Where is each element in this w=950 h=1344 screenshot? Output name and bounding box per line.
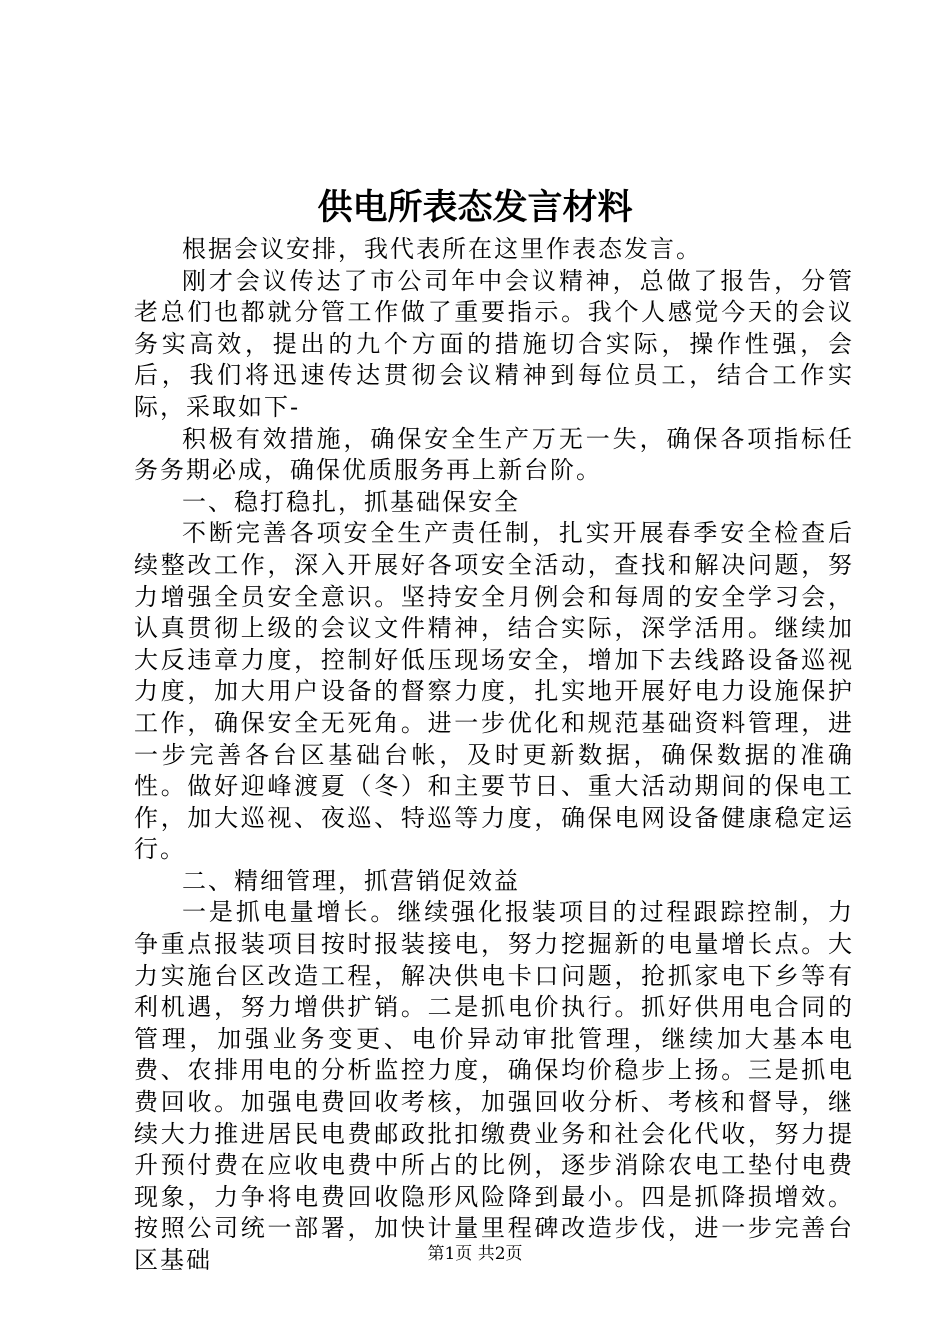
paragraph-marketing: 一是抓电量增长。继续强化报装项目的过程跟踪控制，力争重点报装项目按时报装接电，努力挖掘新的电量增长点。大力实施台区改造工程，解决供电卡口问题，抢抓家电下乡等有利机遇，努力增供扩销。二是抓电价执行。抓好供用电合同的管理，加强业务变更、电价异动审批管理，继续加大基本电费、农排用电的分析监控力度，确保均价稳步上扬。三是抓电费回收。加强电费回收考核，加强回收分析、考核和督导，继续大力推进居民电费邮政批扣缴费业务和社会化代收，努力提升预付费在应收电费中所占的比例，逐步消除农电工垫付电费现象，力争将电费回收隐形风险降到最小。四是抓降损增效。按照公司统一部署，加快计量里程碑改造步伐，进一步完善台区基础	[134, 898, 854, 1274]
document-title: 供电所表态发言材料	[317, 187, 633, 228]
section-heading-safety: 一、稳打稳扎，抓基础保安全	[182, 487, 520, 516]
page-footer: 第1页 共2页	[427, 1244, 523, 1264]
section-heading-marketing: 二、精细管理，抓营销促效益	[182, 866, 520, 895]
paragraph-intro: 根据会议安排，我代表所在这里作表态发言。	[182, 235, 702, 263]
document-body	[134, 234, 854, 1277]
paragraph-safety: 不断完善各项安全生产责任制，扎实开展春季安全检查后续整改工作，深入开展好各项安全活动，查找和解决问题，努力增强全员安全意识。坚持安全月例会和每周的安全学习会，认真贯彻上级的会议文件精神，结合实际，深学活用。继续加大反违章力度，控制好低压现场安全，增加下去线路设备巡视力度，加大用户设备的督察力度，扎实地开展好电力设施保护工作，确保安全无死角。进一步优化和规范基础资料管理，进一步完善各台区基础台帐，及时更新数据，确保数据的准确性。做好迎峰渡夏（冬）和主要节日、重大活动期间的保电工作，加大巡视、夜巡、特巡等力度，确保电网设备健康稳定运行。	[134, 519, 854, 864]
paragraph-meeting-summary: 刚才会议传达了市公司年中会议精神，总做了报告，分管老总们也都就分管工作做了重要指示。我个人感觉今天的会议务实高效，提出的九个方面的措施切合实际，操作性强，会后，我们将迅速传达贯彻会议精神到每位员工，结合工作实际，采取如下-	[134, 266, 854, 421]
paragraph-measures: 积极有效措施，确保安全生产万无一失，确保各项指标任务务期必成，确保优质服务再上新台阶。	[134, 424, 854, 485]
